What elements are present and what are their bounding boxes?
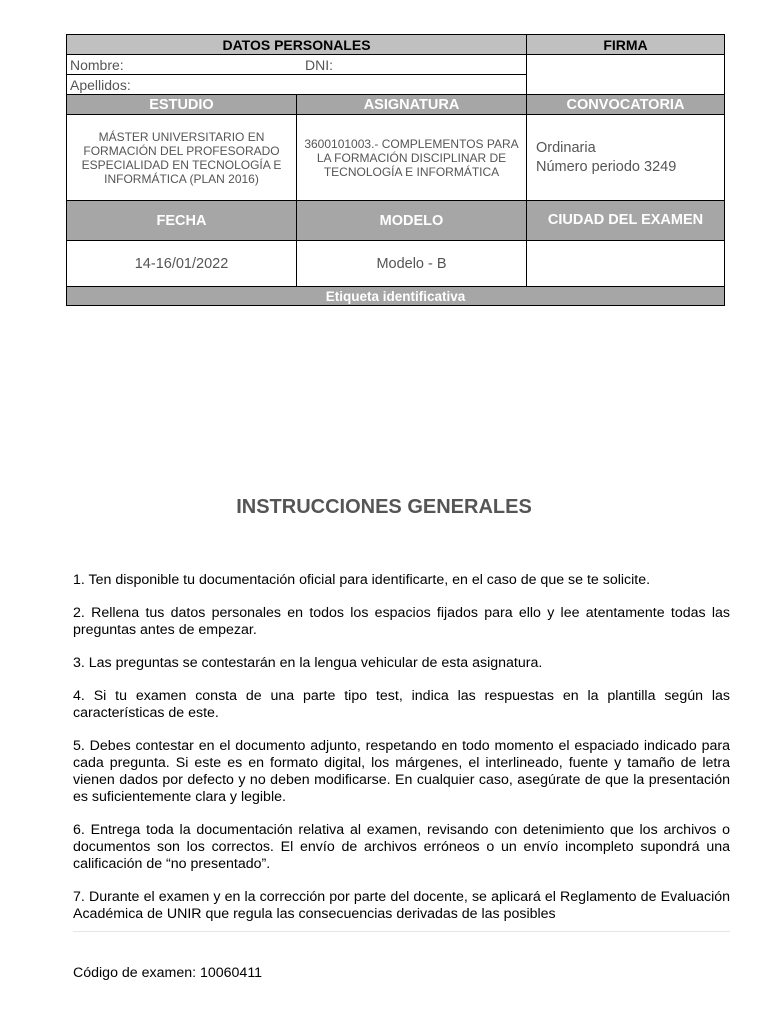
instruction-item: 3. Las preguntas se contestarán en la lengua vehicular de esta asignatura. <box>73 655 543 671</box>
convocatoria-tipo: Ordinaria <box>536 139 596 156</box>
asignatura-value: 3600101003.- COMPLEMENTOS PARA LA FORMACIÓN DISCIPLINAR DE TECNOLOGÍA E INFORMÁTICA <box>297 115 527 201</box>
estudio-header: ESTUDIO <box>67 95 297 115</box>
instruction-item: 2. Rellena tus datos personales en todos los espacios fijados para ello y lee atentamente todas las preguntas antes de empezar. <box>73 605 730 638</box>
modelo-header: MODELO <box>297 201 527 241</box>
firma-box[interactable] <box>527 55 725 95</box>
asignatura-header: ASIGNATURA <box>297 95 527 115</box>
instruction-item: 6. Entrega toda la documentación relativa al examen, revisando con detenimiento que los archivos o documentos son los correctos. El envío de archivos erróneos o un envío incompleto supondrá una calificación de “no presentado”. <box>73 822 730 872</box>
dni-label: DNI: <box>305 56 333 73</box>
ciudad-header: CIUDAD DEL EXAMEN <box>527 201 725 241</box>
fecha-value: 14-16/01/2022 <box>67 241 297 287</box>
instructions-list <box>73 572 730 939</box>
page-divider <box>73 931 730 932</box>
datos-personales-header: DATOS PERSONALES <box>67 35 527 55</box>
apellidos-label: Apellidos: <box>70 76 131 93</box>
exam-header-table <box>66 34 725 306</box>
page-title: INSTRUCCIONES GENERALES <box>236 496 532 518</box>
fecha-header: FECHA <box>67 201 297 241</box>
estudio-value: MÁSTER UNIVERSITARIO EN FORMACIÓN DEL PROFESORADO ESPECIALIDAD EN TECNOLOGÍA E INFORMÁTICA (PLAN 2016) <box>67 115 297 201</box>
instruction-item: 7. Durante el examen y en la corrección por parte del docente, se aplicará el Reglamento de Evaluación Académica de UNIR que regula las consecuencias derivadas de las posibles <box>73 889 730 922</box>
exam-code: Código de examen: 10060411 <box>73 965 263 981</box>
convocatoria-value <box>527 115 725 201</box>
ciudad-box[interactable] <box>527 241 725 287</box>
etiqueta-identificativa: Etiqueta identificativa <box>67 287 725 306</box>
apellidos-field[interactable] <box>67 75 527 95</box>
instruction-item: 4. Si tu examen consta de una parte tipo test, indica las respuestas en la plantilla según las características de este. <box>73 688 730 721</box>
nombre-dni-field[interactable] <box>67 55 527 75</box>
convocatoria-header: CONVOCATORIA <box>527 95 725 115</box>
firma-header: FIRMA <box>527 35 725 55</box>
instruction-item: 5. Debes contestar en el documento adjunto, respetando en todo momento el espaciado indicado para cada pregunta. Si este es en formato digital, los márgenes, el interlineado, fuente y tamaño de letra vienen dados por defecto y no deben modificarse. En cualquier caso, asegúrate de que la presentación es suficientemente clara y legible. <box>73 738 730 805</box>
nombre-label: Nombre: <box>70 56 124 73</box>
convocatoria-periodo: Número periodo 3249 <box>536 158 677 175</box>
instruction-item: 1. Ten disponible tu documentación oficial para identificarte, en el caso de que se te solicite. <box>73 572 651 588</box>
modelo-value: Modelo - B <box>297 241 527 287</box>
